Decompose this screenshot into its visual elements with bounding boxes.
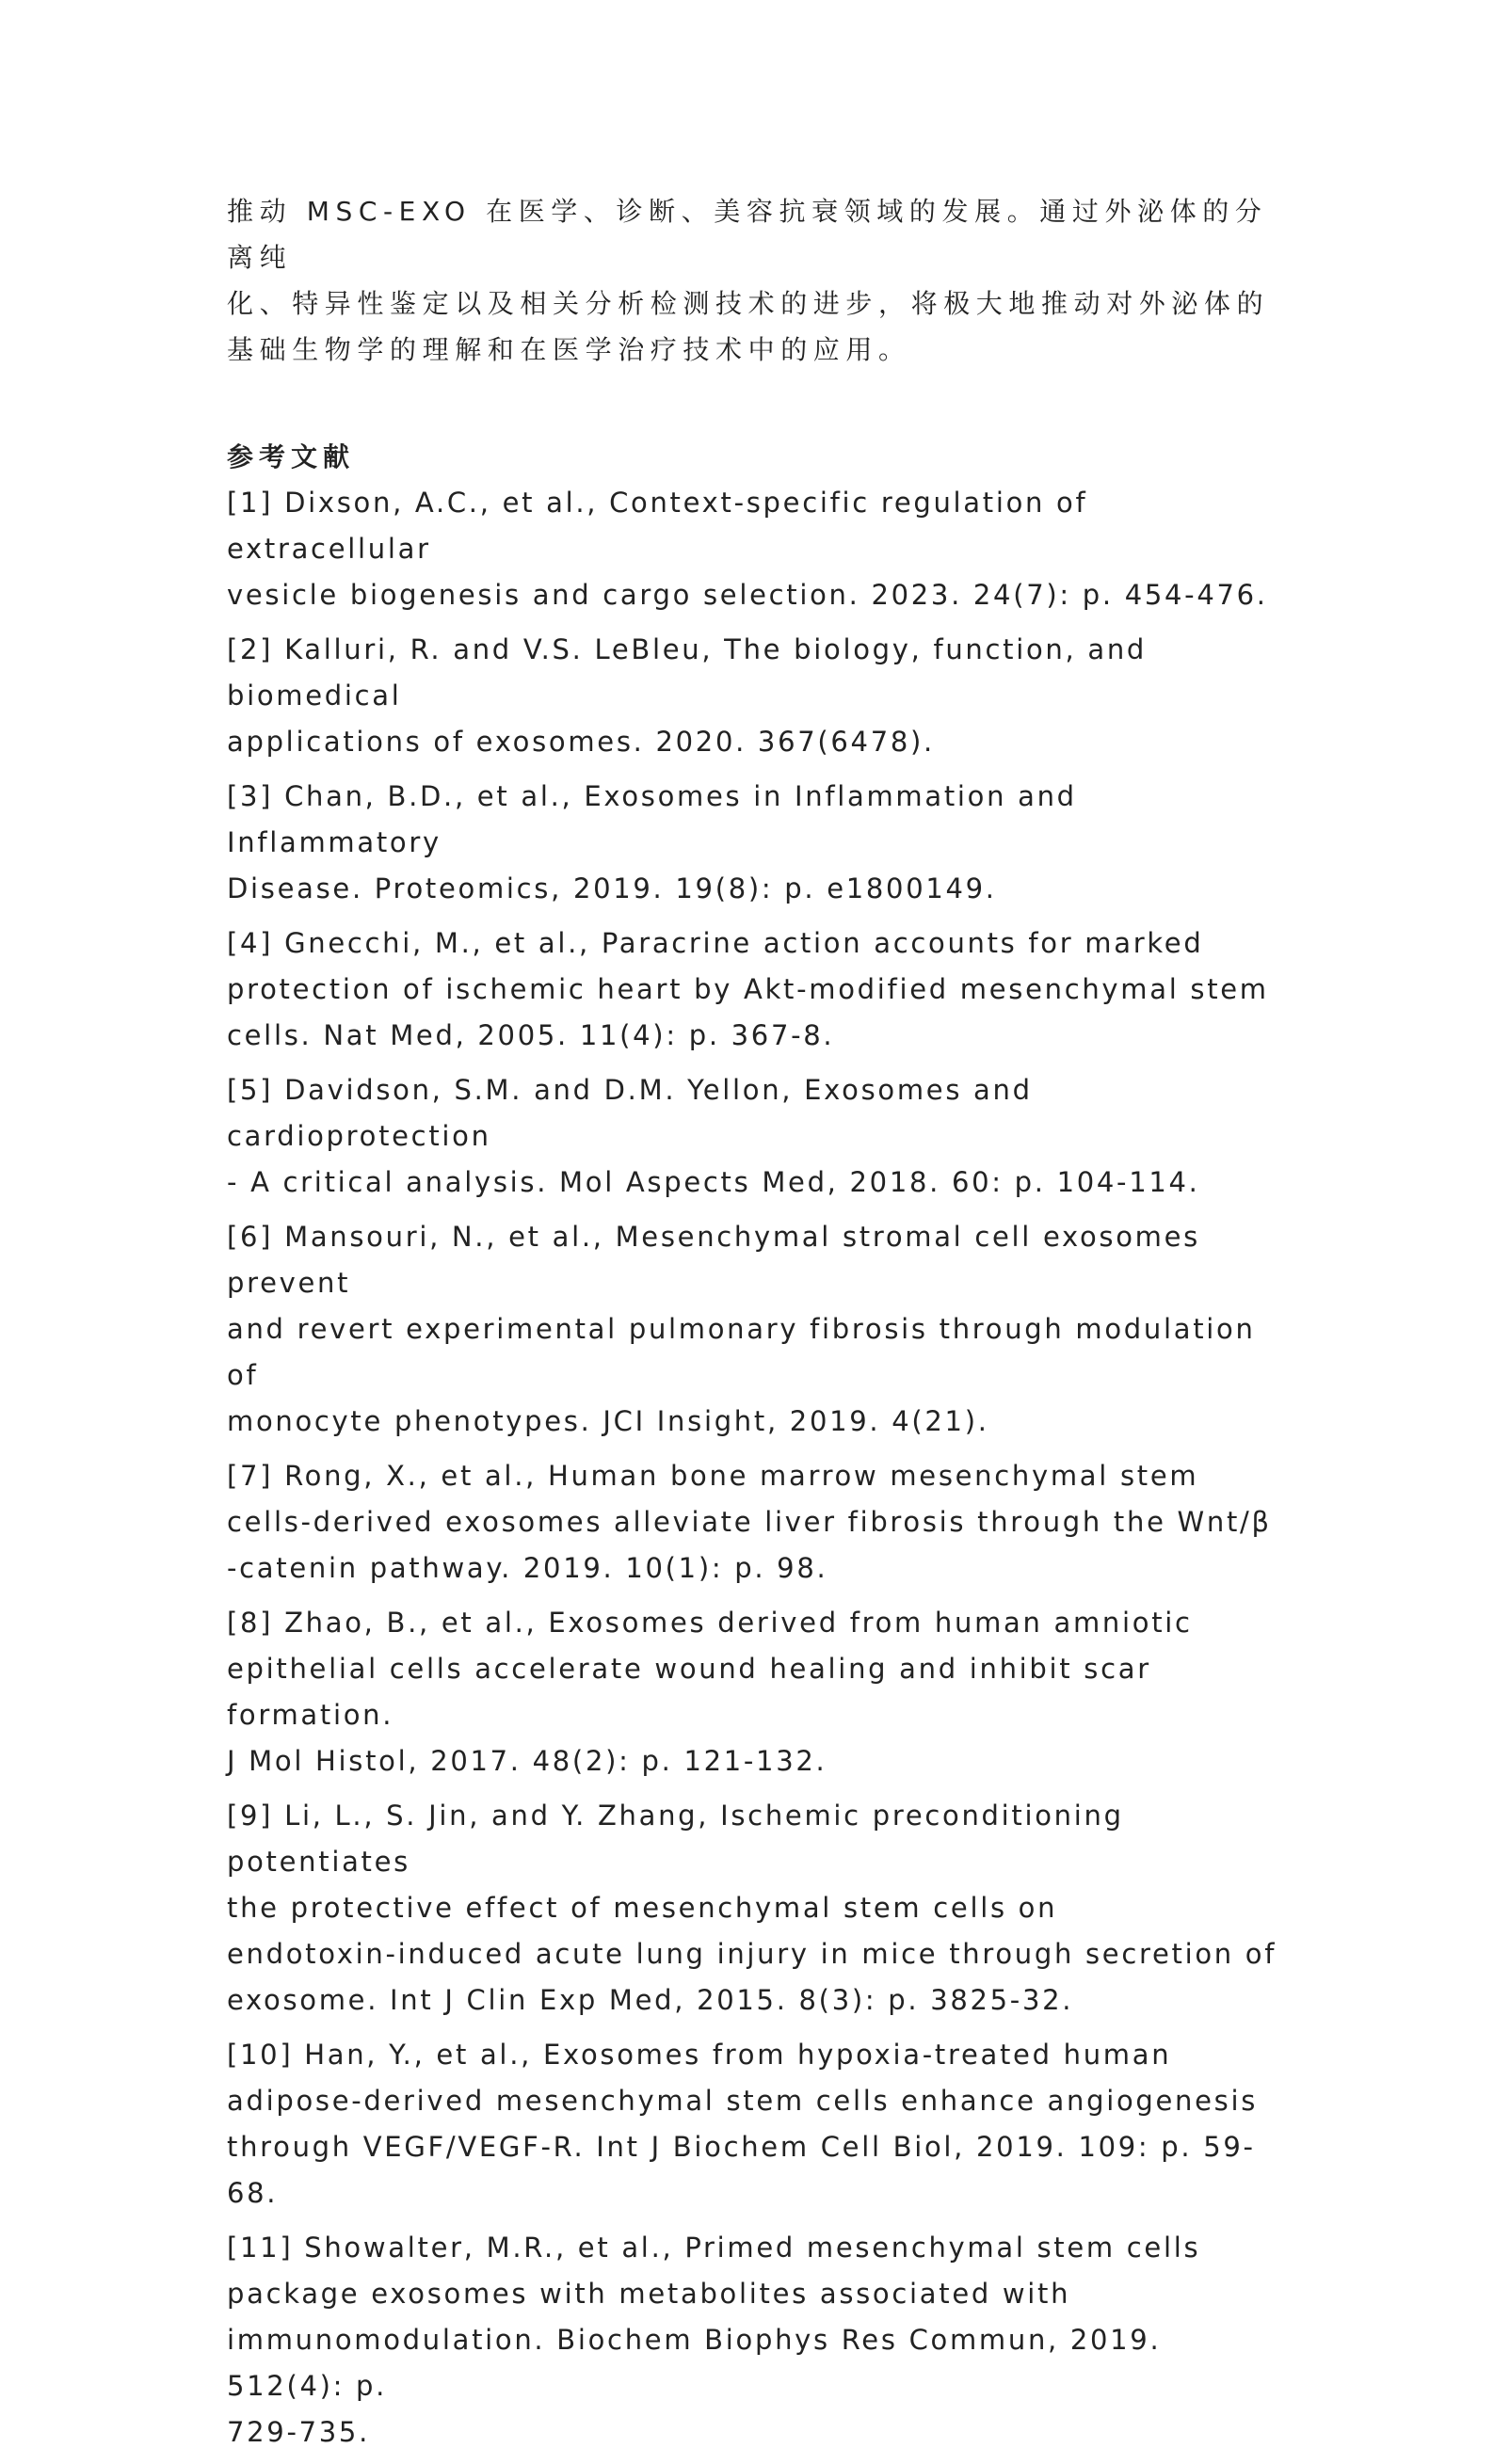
reference-item: [3] Chan, B.D., et al., Exosomes in Inflammation and Inflammatory Disease. Proteomics, 2019. 19(8): p. e1800149. xyxy=(227,780,1077,904)
reference-item: [11] Showalter, M.R., et al., Primed mesenchymal stem cells package exosomes with metabolites associated with immunomodulation. Biochem Biophys Res Commun, 2019. 512(4): p. 729-735. xyxy=(227,2232,1201,2448)
reference-item: [2] Kalluri, R. and V.S. LeBleu, The biology, function, and biomedical applications of exosomes. 2020. 367(6478). xyxy=(227,633,1148,758)
reference-item: [10] Han, Y., et al., Exosomes from hypoxia-treated human adipose-derived mesenchymal stem cells enhance angiogenesis through VEGF/VEGF-R. Int J Biochem Cell Biol, 2019. 109: p. 59-68. xyxy=(227,2039,1259,2209)
reference-item: [6] Mansouri, N., et al., Mesenchymal stromal cell exosomes prevent and revert experimental pulmonary fibrosis through modulation of monocyte phenotypes. JCI Insight, 2019. 4(21). xyxy=(227,1221,1256,1437)
reference-item: [7] Rong, X., et al., Human bone marrow mesenchymal stem cells-derived exosomes alleviate liver fibrosis through the Wnt/β -catenin pathway. 2019. 10(1): p. 98. xyxy=(227,1460,1272,1584)
reference-item: [8] Zhao, B., et al., Exosomes derived from human amniotic epithelial cells accelerate wound healing and inhibit scar formation. J Mol Histol, 2017. 48(2): p. 121-132. xyxy=(227,1607,1193,1777)
reference-list xyxy=(227,480,1281,2456)
reference-item: [1] Dixson, A.C., et al., Context-specific regulation of extracellular vesicle biogenesis and cargo selection. 2023. 24(7): p. 454-476. xyxy=(227,487,1268,611)
reference-item: [9] Li, L., S. Jin, and Y. Zhang, Ischemic preconditioning potentiates the protective effect of mesenchymal stem cells on endotoxin-induced acute lung injury in mice through secretion of exosome. Int J Clin Exp Med, 2015. 8(3): p. 3825-32. xyxy=(227,1800,1277,2016)
document-page xyxy=(227,188,1281,2464)
reference-item: [5] Davidson, S.M. and D.M. Yellon, Exosomes and cardioprotection - A critical analysis. Mol Aspects Med, 2018. 60: p. 104-114. xyxy=(227,1074,1200,1198)
references-heading: 参考文献 xyxy=(227,441,356,472)
intro-paragraph: 推动 MSC-EXO 在医学、诊断、美容抗衰领域的发展。通过外泌体的分离纯 化、特异性鉴定以及相关分析检测技术的进步，将极大地推动对外泌体的 基础生物学的理解和在医学治疗技术中的应用。 xyxy=(227,196,1270,365)
reference-item: [4] Gnecchi, M., et al., Paracrine action accounts for marked protection of ischemic heart by Akt-modified mesenchymal stem cells. Nat Med, 2005. 11(4): p. 367-8. xyxy=(227,927,1269,1051)
